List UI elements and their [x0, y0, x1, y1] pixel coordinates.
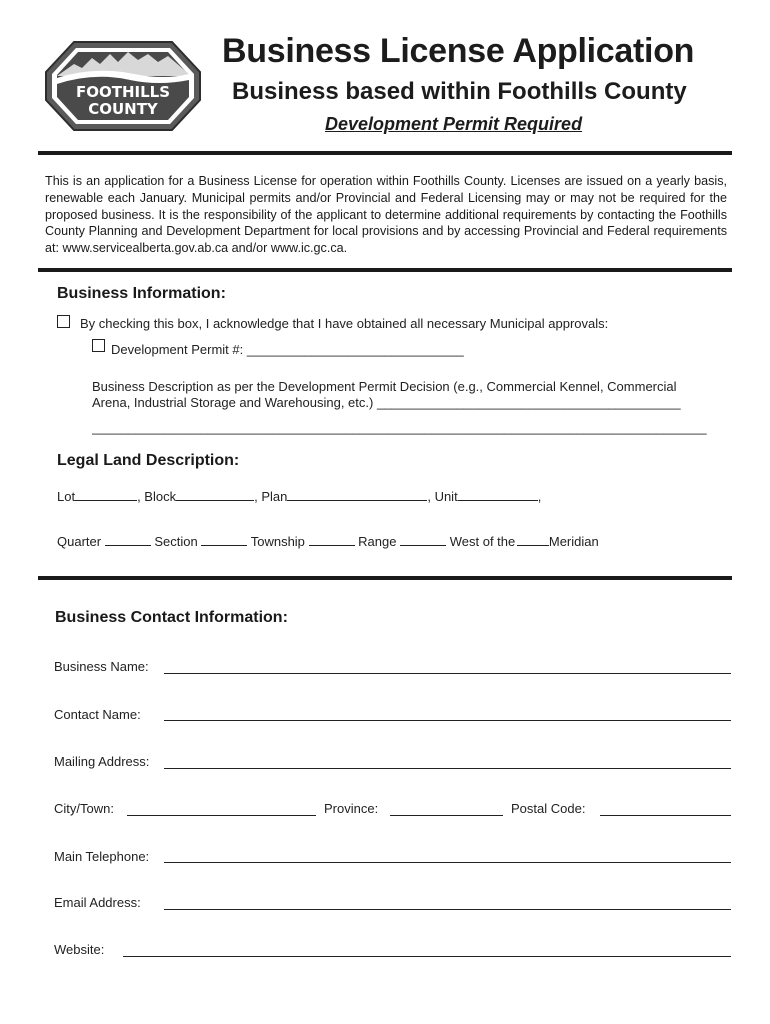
main-telephone-label: Main Telephone:: [54, 849, 150, 864]
intro-paragraph: This is an application for a Business License for operation within Foothills County. Licenses are issued on a yearly basis, renewable each January. Municipal permits and/or Provincial and Federal Licensing may or may not be required for the proposed business. It is the responsibility of the applicant to determine additional requirements by contacting the Foothills County Planning and Development Department for local provisions and by accessing Provincial and Federal requirements at: www.servicealberta.gov.ab.ca and/or www.ic.gc.ca.: [45, 174, 727, 256]
contact-heading: Business Contact Information:: [55, 609, 288, 626]
mailing-address-label: Mailing Address:: [54, 754, 150, 769]
postal-code-field[interactable]: [600, 815, 731, 816]
business-description-line2[interactable]: Arena, Industrial Storage and Warehousing, etc.) __________________________________________: [92, 395, 681, 410]
block-field[interactable]: [176, 489, 254, 501]
section-label: Section: [154, 534, 198, 549]
range-label: Range: [358, 534, 397, 549]
page-subtitle: Business based within Foothills County: [232, 78, 687, 105]
province-field[interactable]: [390, 815, 503, 816]
contact-name-field[interactable]: [164, 720, 731, 721]
intro-divider: [38, 268, 732, 272]
unit-trailing-comma: ,: [537, 489, 542, 504]
legal-row-2: [57, 534, 599, 549]
business-info-heading: Business Information:: [57, 285, 226, 302]
website-field[interactable]: [123, 956, 731, 957]
quarter-label: Quarter: [57, 534, 102, 549]
legal-land-heading: Legal Land Description:: [57, 452, 240, 469]
header-divider: [38, 151, 732, 155]
website-label: Website:: [54, 942, 105, 957]
meridian-field[interactable]: [517, 534, 549, 546]
dev-permit-field[interactable]: Development Permit #: ______________________________: [111, 342, 464, 357]
unit-label: , Unit: [427, 489, 458, 504]
acknowledge-checkbox[interactable]: [57, 315, 70, 328]
postal-code-label: Postal Code:: [511, 801, 586, 816]
contact-name-label: Contact Name:: [54, 707, 141, 722]
block-label: , Block: [137, 489, 177, 504]
svg-text:FOOTHILLS: FOOTHILLS: [75, 83, 171, 101]
business-description-line3[interactable]: _____________________________________________________________________________________: [92, 420, 707, 435]
business-description-line1: Business Description as per the Development Permit Decision (e.g., Commercial Kennel, Commercial: [92, 379, 677, 394]
permit-required-note: Development Permit Required: [325, 114, 583, 134]
meridian-label: Meridian: [548, 534, 599, 549]
business-name-field[interactable]: [164, 673, 731, 674]
foothills-county-logo: [44, 40, 202, 132]
unit-field[interactable]: [458, 489, 538, 501]
plan-field[interactable]: [287, 489, 427, 501]
legal-row-1: [57, 489, 541, 504]
township-label: Township: [250, 534, 305, 549]
mailing-address-field[interactable]: [164, 768, 731, 769]
email-address-label: Email Address:: [54, 895, 141, 910]
page-title: Business License Application: [222, 32, 695, 70]
svg-text:COUNTY: COUNTY: [88, 100, 158, 118]
acknowledge-label: By checking this box, I acknowledge that I have obtained all necessary Municipal approvals:: [80, 316, 609, 331]
business-name-label: Business Name:: [54, 659, 149, 674]
city-town-label: City/Town:: [54, 801, 114, 816]
email-address-field[interactable]: [164, 909, 731, 910]
dev-permit-checkbox[interactable]: [92, 339, 105, 352]
main-telephone-field[interactable]: [164, 862, 731, 863]
section-field[interactable]: [201, 534, 247, 546]
quarter-field[interactable]: [105, 534, 151, 546]
province-label: Province:: [324, 801, 379, 816]
city-town-field[interactable]: [127, 815, 316, 816]
lot-field[interactable]: [75, 489, 137, 501]
west-of-the-label: West of the: [449, 534, 516, 549]
lot-label: Lot: [57, 489, 76, 504]
township-field[interactable]: [309, 534, 355, 546]
plan-label: , Plan: [254, 489, 288, 504]
range-field[interactable]: [400, 534, 446, 546]
legal-divider: [38, 576, 732, 580]
